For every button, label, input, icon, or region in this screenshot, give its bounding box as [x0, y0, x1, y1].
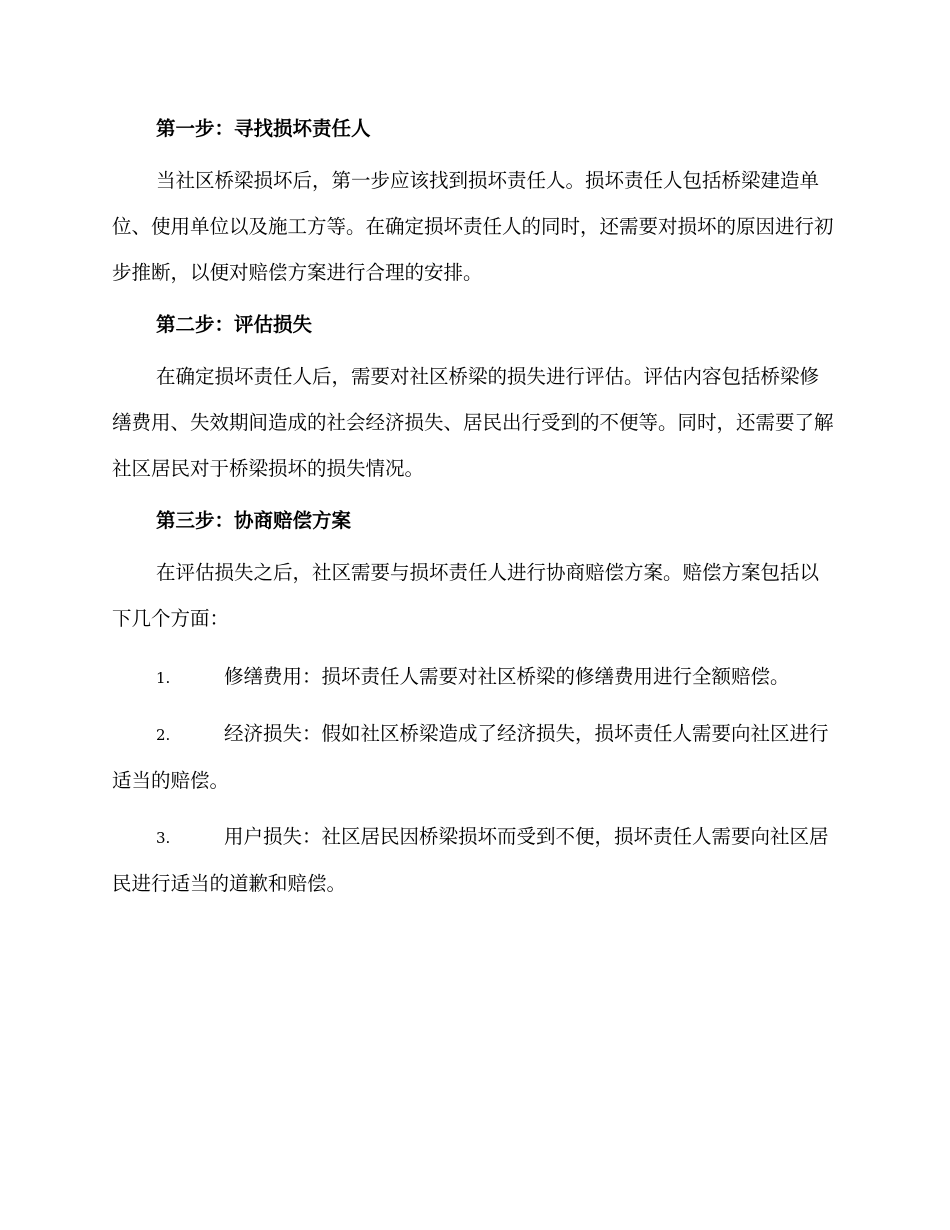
list-item	[112, 654, 838, 701]
section-heading-1: 第一步：寻找损坏责任人	[156, 117, 371, 140]
section-body-1: 当社区桥梁损坏后，第一步应该找到损坏责任人。损坏责任人包括桥梁建造单位、使用单位以及施工方等。在确定损坏责任人的同时，还需要对损坏的原因进行初步推断，以便对赔偿方案进行合理的安排。	[112, 169, 834, 284]
document-body	[112, 112, 838, 907]
list-number: 1.	[156, 669, 171, 687]
list-number: 3.	[156, 829, 171, 847]
section-body-3: 在评估损失之后，社区需要与损坏责任人进行协商赔偿方案。赔偿方案包括以下几个方面：	[112, 561, 820, 630]
list-text: 经济损失：假如社区桥梁造成了经济损失，损坏责任人需要向社区进行适当的赔偿。	[112, 722, 829, 792]
list-item	[112, 711, 838, 804]
list-number: 2.	[156, 726, 171, 744]
section-body-2: 在确定损坏责任人后，需要对社区桥梁的损失进行评估。评估内容包括桥梁修缮费用、失效期间造成的社会经济损失、居民出行受到的不便等。同时，还需要了解社区居民对于桥梁损坏的损失情况。	[112, 365, 834, 480]
list-item	[112, 814, 838, 907]
section-heading-2: 第二步：评估损失	[156, 313, 313, 336]
list-text: 用户损失：社区居民因桥梁损坏而受到不便，损坏责任人需要向社区居民进行适当的道歉和赔偿。	[112, 825, 829, 895]
list-text: 修缮费用：损坏责任人需要对社区桥梁的修缮费用进行全额赔偿。	[224, 665, 790, 688]
section-heading-3: 第三步：协商赔偿方案	[156, 509, 352, 532]
